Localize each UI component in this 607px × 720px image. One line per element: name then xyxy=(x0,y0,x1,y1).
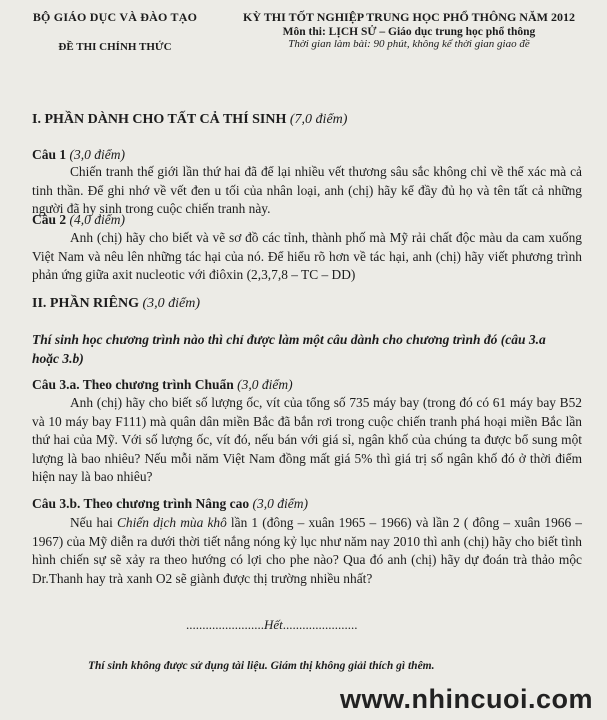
q1-points: (3,0 điểm) xyxy=(69,147,125,162)
part2-title xyxy=(32,296,200,312)
q2-body: Anh (chị) hãy cho biết và vẽ sơ đồ các tỉnh, thành phố mà Mỹ rải chất độc màu da cam xuống Việt Nam và nêu lên những tác hại của nó. Để hiểu rõ hơn về tác hại, anh (chị) hãy viết phương trình phản ứng giữa axit nucleotic với điôxin (2,3,7,8 – TC – DD) xyxy=(32,230,582,282)
q3a-points: (3,0 điểm) xyxy=(237,377,293,392)
subject-label: Môn thi: xyxy=(282,26,326,38)
q3a-body: Anh (chị) hãy cho biết số lượng ốc, vít của tổng số 735 máy bay (trong đó có 61 máy bay B52 và 10 máy bay F111) mà quân dân miền Bắc đã bắn rơi trong cuộc chiến tranh phá hoại miền Bắc lần thứ hai của Mỹ. Với số lượng ốc, vít đó, nếu bán với giá sỉ, ngân khố của chúng ta được bổ sung một lượng là bao nhiêu? Nếu mỗi năm Việt Nam đồng mất giá 5% thì giá trị số ngân khố đó ở thời điểm hiện nay là bao nhiêu? xyxy=(32,395,582,484)
q3a-text xyxy=(32,394,582,487)
part1-title xyxy=(32,112,347,128)
q2-title-text: Câu 2 xyxy=(32,212,67,227)
part2-note: Thí sinh học chương trình nào thì chỉ được làm một câu dành cho chương trình đó (câu 3.a hoặc 3.b) xyxy=(32,332,546,366)
ministry-name: BỘ GIÁO DỤC VÀ ĐÀO TẠO xyxy=(32,10,198,24)
part2-points: (3,0 điểm) xyxy=(142,296,201,311)
end-dots-right: ....................... xyxy=(282,617,358,632)
q2-points: (4,0 điểm) xyxy=(69,212,125,227)
q3a-title-text: Câu 3.a. Theo chương trình Chuẩn xyxy=(32,377,234,392)
subject-line xyxy=(218,26,600,38)
footer-note: Thí sinh không được sử dụng tài liệu. Giám thị không giải thích gì thêm. xyxy=(88,660,435,672)
q3b-body-italic: Chiến dịch mùa khô xyxy=(116,515,227,530)
q1-body: Chiến tranh thế giới lần thứ hai đã để lại nhiều vết thương sâu sắc không chỉ về thể xác mà cả tinh thần. Để ghi nhớ về vết đen u tối của nhân loại, anh (chị) hãy kể đầy đủ họ và tên tất cả những người đã hy sinh trong cuộc chiến tranh này. xyxy=(32,164,582,216)
exam-name: KỲ THI TỐT NGHIỆP TRUNG HỌC PHỔ THÔNG NĂM 2012 xyxy=(243,10,575,24)
part1-points: (7,0 điểm) xyxy=(289,112,348,127)
part1-title-text: I. PHẦN DÀNH CHO TẤT CẢ THÍ SINH xyxy=(32,112,287,127)
q1-title xyxy=(32,147,125,163)
q3b-body-pre: Nếu hai xyxy=(70,515,117,530)
part2-title-text: II. PHẦN RIÊNG xyxy=(32,296,139,311)
subject-note: – Giáo dục trung học phổ thông xyxy=(376,26,536,38)
official-label: ĐỀ THI CHÍNH THỨC xyxy=(58,41,172,53)
end-label: Hết xyxy=(264,617,283,632)
q3b-title-text: Câu 3.b. Theo chương trình Nâng cao xyxy=(32,496,250,511)
q3b-body-post: lần 1 (đông – xuân 1965 – 1966) và lần 2 ( đông – xuân 1966 – 1967) của Mỹ diễn ra dưới thời tiết nắng nóng kỷ lục như năm nay 2010 thì anh (chị) hãy cho biết tình hình chiến sự sẽ xảy ra theo hướng có lợi cho phe nào? Qua đó anh (chị) hãy dự đoán trà thảo mộc Dr.Thanh hay trà xanh O2 sẽ giành được thị trường nhiều nhất? xyxy=(32,515,582,586)
q3b-text xyxy=(32,514,582,588)
end-dots-left: ........................ xyxy=(186,617,264,632)
q3b-title xyxy=(32,496,308,512)
subject-name: LỊCH SỬ xyxy=(328,26,377,38)
q1-text xyxy=(32,163,582,219)
exam-time: Thời gian làm bài: 90 phút, không kể thời gian giao đề xyxy=(288,38,530,50)
q3a-title xyxy=(32,377,293,393)
header-right xyxy=(218,10,600,50)
header-left xyxy=(20,10,210,53)
q2-title xyxy=(32,212,125,228)
watermark: www.nhincuoi.com xyxy=(339,684,593,714)
q1-title-text: Câu 1 xyxy=(32,147,67,162)
end-marker xyxy=(186,617,358,633)
q3b-points: (3,0 điểm) xyxy=(252,496,308,511)
q2-text xyxy=(32,229,582,285)
